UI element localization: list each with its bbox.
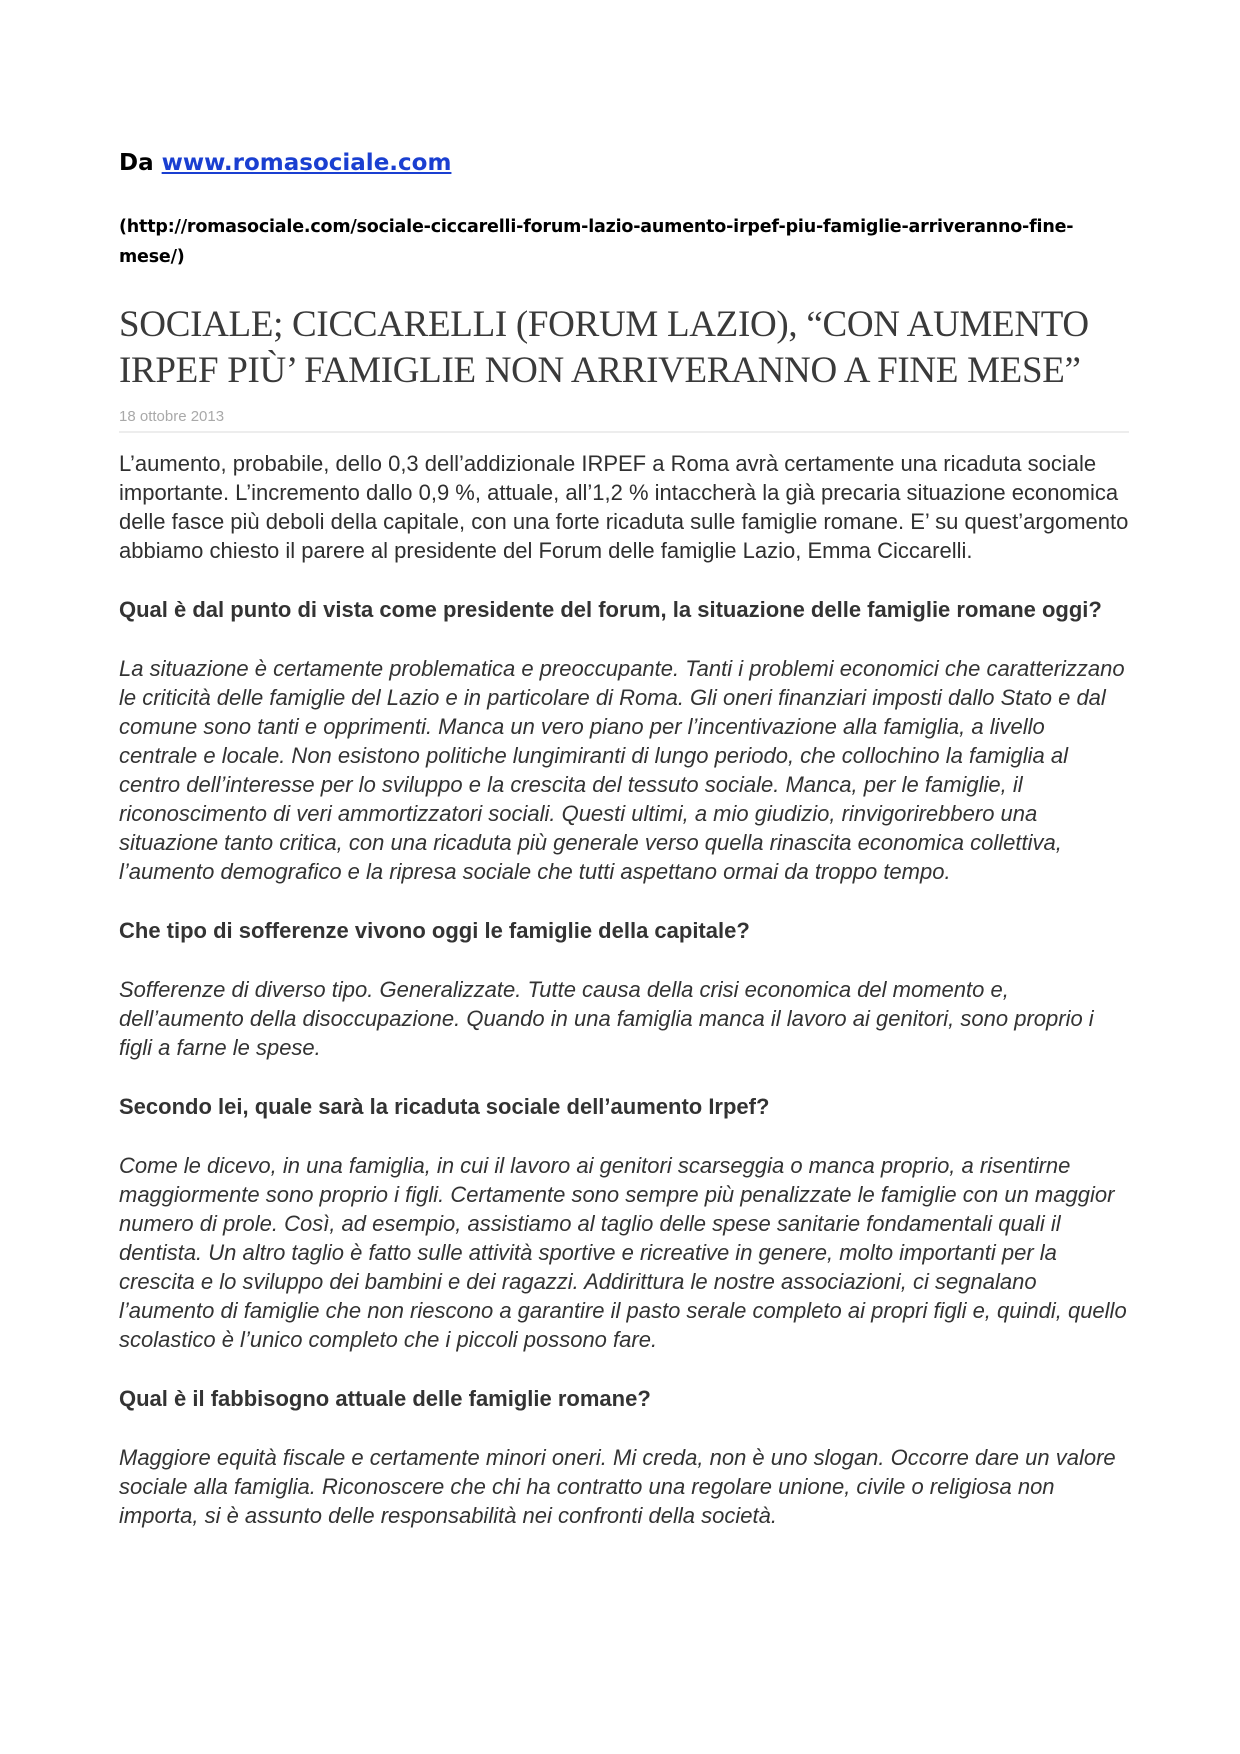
source-link[interactable]: www.romasociale.com: [161, 150, 452, 176]
article-date: 18 ottobre 2013: [119, 408, 1129, 433]
question: Secondo lei, quale sarà la ricaduta sociale dell’aumento Irpef?: [119, 1094, 770, 1119]
qa-item: [119, 916, 1129, 1062]
answer: Come le dicevo, in una famiglia, in cui il lavoro ai genitori scarseggia o manca proprio, a risentirne maggiormente sono proprio i figli. Certamente sono sempre più penalizzate le famiglie con un maggior numero di prole. Così, ad esempio, assistiamo al taglio delle spese sanitarie fondamentali quali il dentista. Un altro taglio è fatto sulle attività sportive e ricreative in genere, molto importanti per la crescita e lo sviluppo dei bambini e dei ragazzi. Addirittura le nostre associazioni, ci segnalano l’aumento di famiglie che non riescono a garantire il pasto serale completo ai propri figli e, quindi, quello scolastico è l’unico completo che i piccoli possono fare.: [119, 1153, 1127, 1352]
question: Qual è dal punto di vista come presidente del forum, la situazione delle famiglie romane oggi?: [119, 597, 1102, 622]
article-title: SOCIALE; CICCARELLI (FORUM LAZIO), “CON AUMENTO IRPEF PIÙ’ FAMIGLIE NON ARRIVERANNO A FINE MESE”: [119, 304, 1089, 391]
article-intro: L’aumento, probabile, dello 0,3 dell’addizionale IRPEF a Roma avrà certamente una ricaduta sociale importante. L’incremento dallo 0,9 %, attuale, all’1,2 % intaccherà la già precaria situazione economica delle fasce più deboli della capitale, con una forte ricaduta sulle famiglie romane. E’ su quest’argomento abbiamo chiesto il parere al presidente del Forum delle famiglie Lazio, Emma Ciccarelli.: [119, 451, 1129, 563]
question: Qual è il fabbisogno attuale delle famiglie romane?: [119, 1386, 651, 1411]
qa-item: [119, 1092, 1129, 1354]
answer: La situazione è certamente problematica e preoccupante. Tanti i problemi economici che caratterizzano le criticità delle famiglie del Lazio e in particolare di Roma. Gli oneri finanziari imposti dallo Stato e dal comune sono tanti e opprimenti. Manca un vero piano per l’incentivazione alla famiglia, a livello centrale e locale. Non esistono politiche lungimiranti di lungo periodo, che collochino la famiglia al centro dell’interesse per lo sviluppo e la crescita del tessuto sociale. Manca, per le famiglie, il riconoscimento di veri ammortizzatori sociali. Questi ultimi, a mio giudizio, rinvigorirebbero una situazione tanto critica, con una ricaduta più generale verso quella rinascita economica collettiva, l’aumento demografico e la ripresa sociale che tutti aspettano ormai da troppo tempo.: [119, 656, 1125, 884]
qa-item: [119, 595, 1129, 886]
answer: Maggiore equità fiscale e certamente minori oneri. Mi creda, non è uno slogan. Occorre dare un valore sociale alla famiglia. Riconoscere che chi ha contratto una regolare unione, civile o religiosa non importa, si è assunto delle responsabilità nei confronti della società.: [119, 1445, 1116, 1528]
source-url: (http://romasociale.com/sociale-ciccarelli-forum-lazio-aumento-irpef-piu-famiglie-arriveranno-fine-mese/): [119, 217, 1074, 267]
document-page: [119, 148, 1129, 1530]
source-prefix: Da: [119, 150, 154, 176]
source-line: [119, 148, 1129, 178]
qa-item: [119, 1384, 1129, 1530]
answer: Sofferenze di diverso tipo. Generalizzate. Tutte causa della crisi economica del momento e, dell’aumento della disoccupazione. Quando in una famiglia manca il lavoro ai genitori, sono proprio i figli a farne le spese.: [119, 977, 1094, 1060]
question: Che tipo di sofferenze vivono oggi le famiglie della capitale?: [119, 918, 750, 943]
